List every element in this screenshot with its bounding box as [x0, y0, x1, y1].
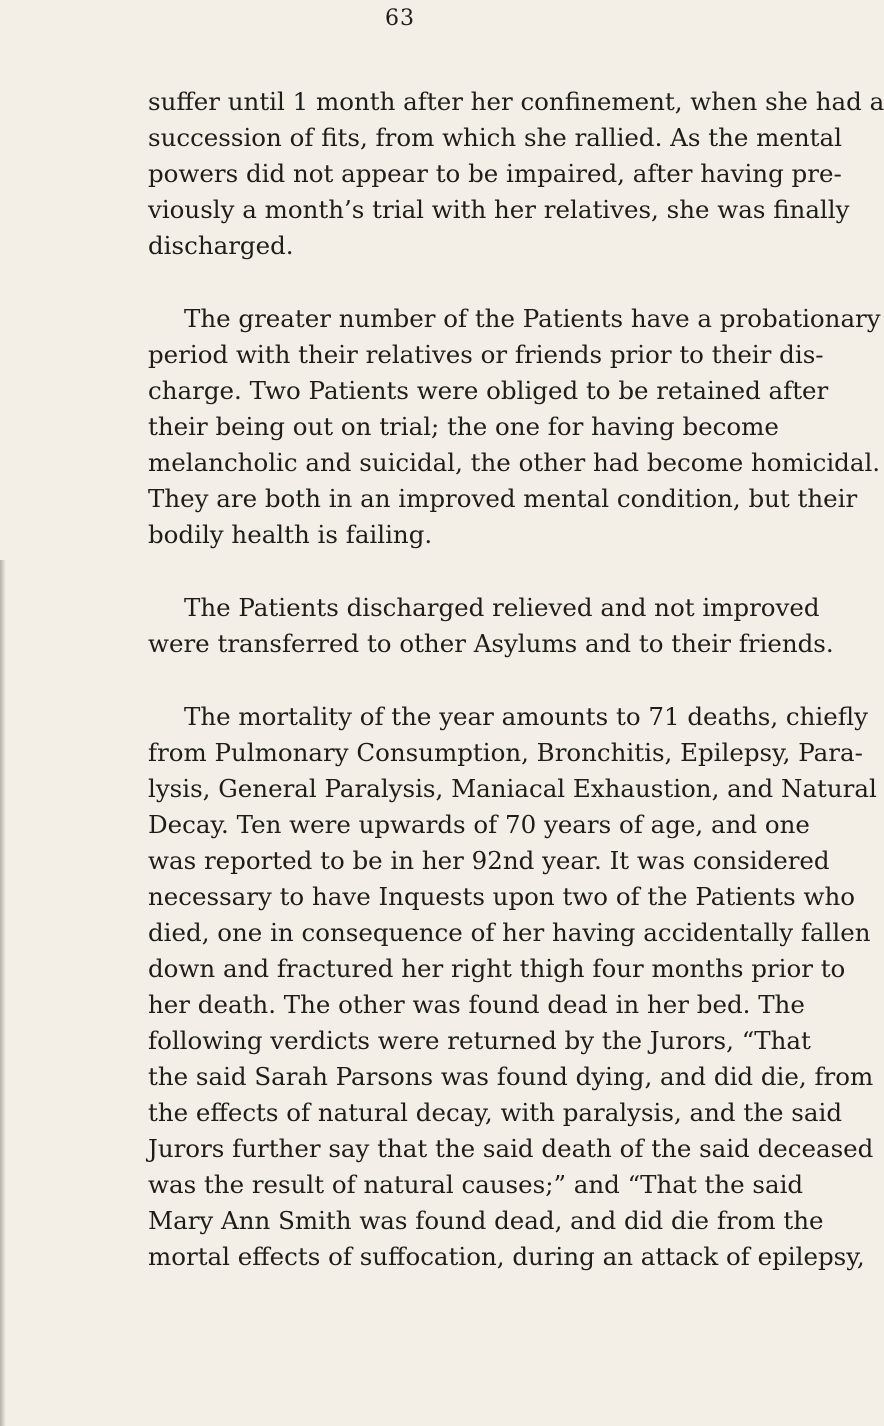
text-line: from Pulmonary Consumption, Bronchitis, Epilepsy, Para- [148, 738, 863, 767]
text-line: bodily health is failing. [148, 520, 433, 549]
text-line: viously a month’s trial with her relatives, she was finally [148, 195, 850, 224]
text-line: Jurors further say that the said death of the said deceased [148, 1134, 874, 1163]
text-line: were transferred to other Asylums and to their friends. [148, 629, 834, 658]
text-line: succession of fits, from which she rallied. As the mental [148, 123, 842, 152]
text-line: The greater number of the Patients have a probationary [184, 304, 881, 333]
text-line: down and fractured her right thigh four months prior to [148, 954, 846, 983]
binding-edge [0, 560, 6, 1426]
text-line: necessary to have Inquests upon two of the Patients who [148, 882, 855, 911]
text-line: The Patients discharged relieved and not improved [184, 593, 820, 622]
text-line: They are both in an improved mental condition, but their [148, 484, 858, 513]
text-line: died, one in consequence of her having accidentally fallen [148, 918, 871, 947]
text-line: lysis, General Paralysis, Maniacal Exhaustion, and Natural [148, 774, 877, 803]
text-line: the said Sarah Parsons was found dying, and did die, from [148, 1062, 874, 1091]
text-line: was the result of natural causes;” and “That the said [148, 1170, 804, 1199]
text-line: charge. Two Patients were obliged to be retained after [148, 376, 829, 405]
page-number: 63 [385, 6, 415, 31]
text-line: her death. The other was found dead in her bed. The [148, 990, 805, 1019]
text-line: following verdicts were returned by the Jurors, “That [148, 1026, 811, 1055]
text-line: discharged. [148, 231, 294, 260]
text-line: mortal effects of suffocation, during an attack of epilepsy, [148, 1242, 865, 1271]
text-line: was reported to be in her 92nd year. It was considered [148, 846, 830, 875]
text-line: the effects of natural decay, with paralysis, and the said [148, 1098, 843, 1127]
text-line: powers did not appear to be impaired, after having pre- [148, 159, 842, 188]
text-line: Decay. Ten were upwards of 70 years of age, and one [148, 810, 810, 839]
text-line: suffer until 1 month after her confinement, when she had a [148, 87, 884, 116]
text-line: their being out on trial; the one for having become [148, 412, 779, 441]
text-line: Mary Ann Smith was found dead, and did die from the [148, 1206, 824, 1235]
text-line: melancholic and suicidal, the other had become homicidal. [148, 448, 881, 477]
text-line: The mortality of the year amounts to 71 deaths, chiefly [184, 702, 868, 731]
text-line: period with their relatives or friends prior to their dis- [148, 340, 824, 369]
